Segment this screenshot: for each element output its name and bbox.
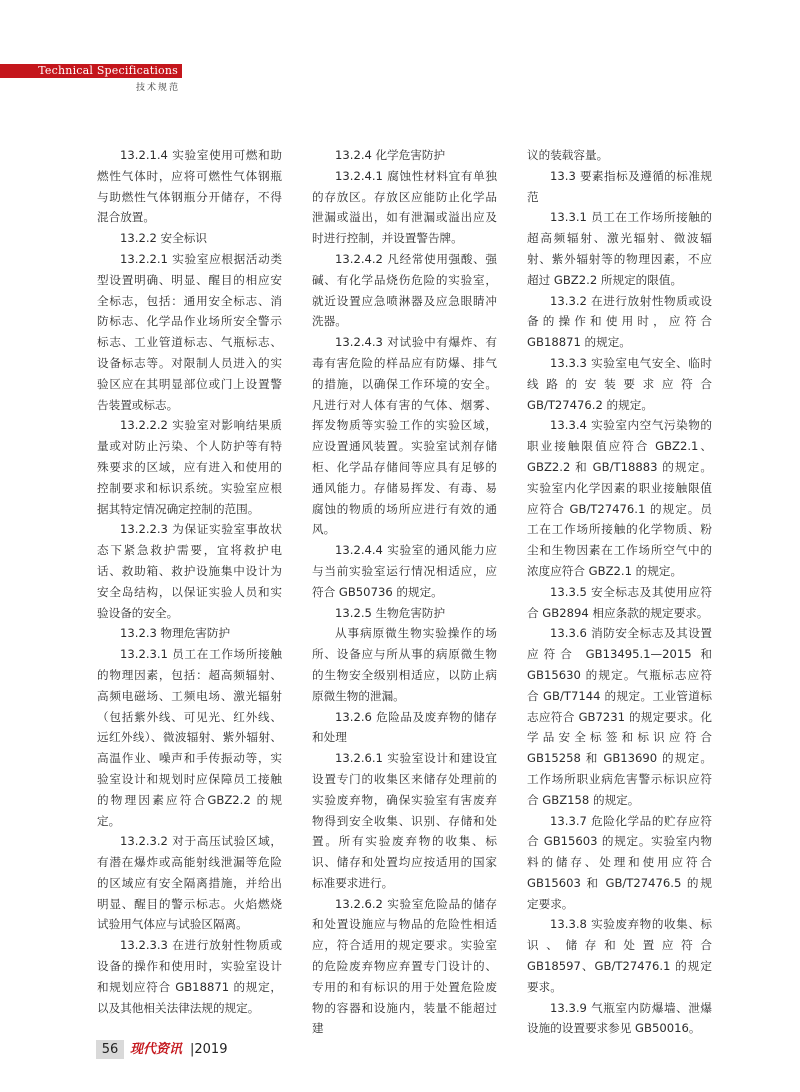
paragraph: 13.2.6.1 实验室设计和建设宜设置专门的收集区来储存处理前的实验废弃物，确保实验室有害废弃物得到安全收集、识别、存储和处置。所有实验废弃物的收集、标识、储存和处置均应按适用的国家标准要求进行。: [312, 751, 497, 890]
paragraph: 13.3.1 员工在工作场所接触的超高频辐射、激光辐射、微波辐射、紫外辐射等的物理因素，不应超过 GBZ2.2 所规定的限值。: [527, 210, 712, 287]
text-column-3: [527, 145, 712, 1039]
paragraph: 13.2.2.2 实验室对影响结果质量或对防止污染、个人防护等有特殊要求的区域，应有进入和使用的控制要求和标识系统。实验室应根据其特定情况确定控制的范围。: [97, 418, 282, 516]
paragraph: 从事病原微生物实验操作的场所、设备应与所从事的病原微生物的生物安全级别相适应，以防止病原微生物的泄漏。: [312, 626, 497, 703]
text-column-2: [312, 145, 497, 1039]
paragraph: 13.3.3 实验室电气安全、临时线路的安装要求应符合 GB/T27476.2 的规定。: [527, 355, 712, 412]
paragraph: 13.2.2.1 实验室应根据活动类型设置明确、明显、醒目的相应安全标志，包括：通用安全标志、消防标志、化学品作业场所安全警示标志、工业管道标志、气瓶标志、设备标志等。对限制人员进入的实验区应在其明显部位或门上设置警告装置或标志。: [97, 251, 282, 412]
section-subtitle: 技术规范: [135, 83, 180, 93]
section-heading: 13.2.5 生物危害防护: [335, 605, 446, 620]
paragraph: 13.3.7 危险化学品的贮存应符合 GB15603 的规定。实验室内物料的储存、处理和使用应符合 GB15603 和 GB/T27476.5 的规定要求。: [527, 813, 712, 911]
paragraph: 13.2.6.2 实验室危险品的储存和处置设施应与物品的危险性相适应，符合适用的规定要求。实验室的危险废弃物应弃置专门设计的、专用的和有标识的用于处置危险废物的容器和设施内，装量不能超过建: [312, 896, 497, 1036]
paragraph: 13.2.1.4 实验室使用可燃和助燃性气体时，应将可燃性气体钢瓶与助燃性气体钢瓶分开储存，不得混合放置。: [97, 148, 282, 225]
paragraph: 13.3.8 实验废弃物的收集、标识、储存和处置应符合 GB18597、GB/T27476.1 的规定要求。: [527, 917, 712, 994]
paragraph: 13.3.9 气瓶室内防爆墙、泄爆设施的设置要求参见 GB50016。: [527, 1000, 712, 1036]
section-heading: 13.3 要素指标及遵循的标准规范: [527, 168, 712, 204]
section-title: Technical Specifications: [38, 64, 178, 77]
paragraph: 13.3.2 在进行放射性物质或设备的操作和使用时，应符合 GB18871 的规定。: [527, 293, 712, 350]
section-heading: 13.2.4 化学危害防护: [335, 148, 446, 162]
paragraph: 13.3.5 安全标志及其使用应符合 GB2894 相应条款的规定要求。: [527, 584, 712, 620]
text-column-1: [97, 145, 282, 1018]
publication-year: |2019: [190, 1042, 228, 1057]
paragraph: 13.2.3.1 员工在工作场所接触的物理因素，包括：超高频辐射、高频电磁场、工频电场、激光辐射（包括紫外线、可见光、红外线、远红外线）、微波辐射、紫外辐射、高温作业、噪声和手传振动等，实验室设计和规划时应保障员工接触的物理因素应符合GBZ2.2 的规定。: [97, 647, 282, 828]
paragraph-continuation: 议的装载容量。: [527, 148, 609, 162]
paragraph: 13.2.4.2 凡经常使用强酸、强碱、有化学品烧伤危险的实验室，就近设置应急喷淋器及应急眼睛冲洗器。: [312, 251, 497, 329]
page-number: 56: [96, 1040, 124, 1059]
paragraph: 13.2.4.4 实验室的通风能力应与当前实验室运行情况相适应，应符合 GB50736 的规定。: [312, 543, 497, 599]
section-heading: 13.2.2 安全标识: [120, 231, 207, 246]
paragraph: 13.2.3.2 对于高压试验区域，有潜在爆炸或高能射线泄漏等危险的区域应有安全隔离措施，并给出明显、醒目的警示标志。火焰燃烧试验用气体应与试验区隔离。: [97, 834, 282, 932]
paragraph: 13.2.4.3 对试验中有爆炸、有毒有害危险的样品应有防爆、排气的措施，以确保工作环境的安全。凡进行对人体有害的气体、烟雾、挥发物质等实验工作的实验区域，应设置通风装置。实验室试剂存储柜、化学品存储间等应具有足够的通风能力。存储易挥发、有毒、易腐蚀的物质的场所应进行有效的通风。: [312, 335, 497, 537]
section-heading: 13.2.6 危险品及废弃物的储存和处理: [312, 709, 497, 745]
publication-logo: 现代资讯: [130, 1042, 183, 1057]
paragraph: 13.2.3.3 在进行放射性物质或设备的操作和使用时，实验室设计和规划应符合 GB18871 的规定，以及其他相关法律法规的规定。: [97, 938, 282, 1015]
paragraph: 13.3.4 实验室内空气污染物的职业接触限值应符合 GBZ2.1、GBZ2.2 和 GB/T18883 的规定。实验室内化学因素的职业接触限值应符合 GB/T27476.1 的规定。员工在工作场所接触的化学物质、粉尘和生物因素在工作场所空气中的浓度应符合 GBZ2.1 的规定。: [527, 418, 712, 578]
paragraph: 13.3.6 消防安全标志及其设置应符合 GB13495.1—2015 和 GB15630 的规定。气瓶标志应符合 GB/T7144 的规定。工业管道标志应符合 GB7231 的规定要求。化学品安全标签和标识应符合 GB15258 和 GB13690 的规定。工作场所职业病危害警示标识应符合 GBZ158 的规定。: [527, 626, 712, 807]
paragraph: 13.2.4.1 腐蚀性材料宜有单独的存放区。存放区应能防止化学品泄漏或溢出，如有泄漏或溢出应及时进行控制，并设置警告牌。: [312, 168, 497, 246]
section-heading: 13.2.3 物理危害防护: [120, 626, 231, 641]
paragraph: 13.2.2.3 为保证实验室事故状态下紧急救护需要，宜将救护电话、救助箱、救护设施集中设计为安全岛结构，以保证实验人员和实验设备的安全。: [97, 522, 282, 620]
